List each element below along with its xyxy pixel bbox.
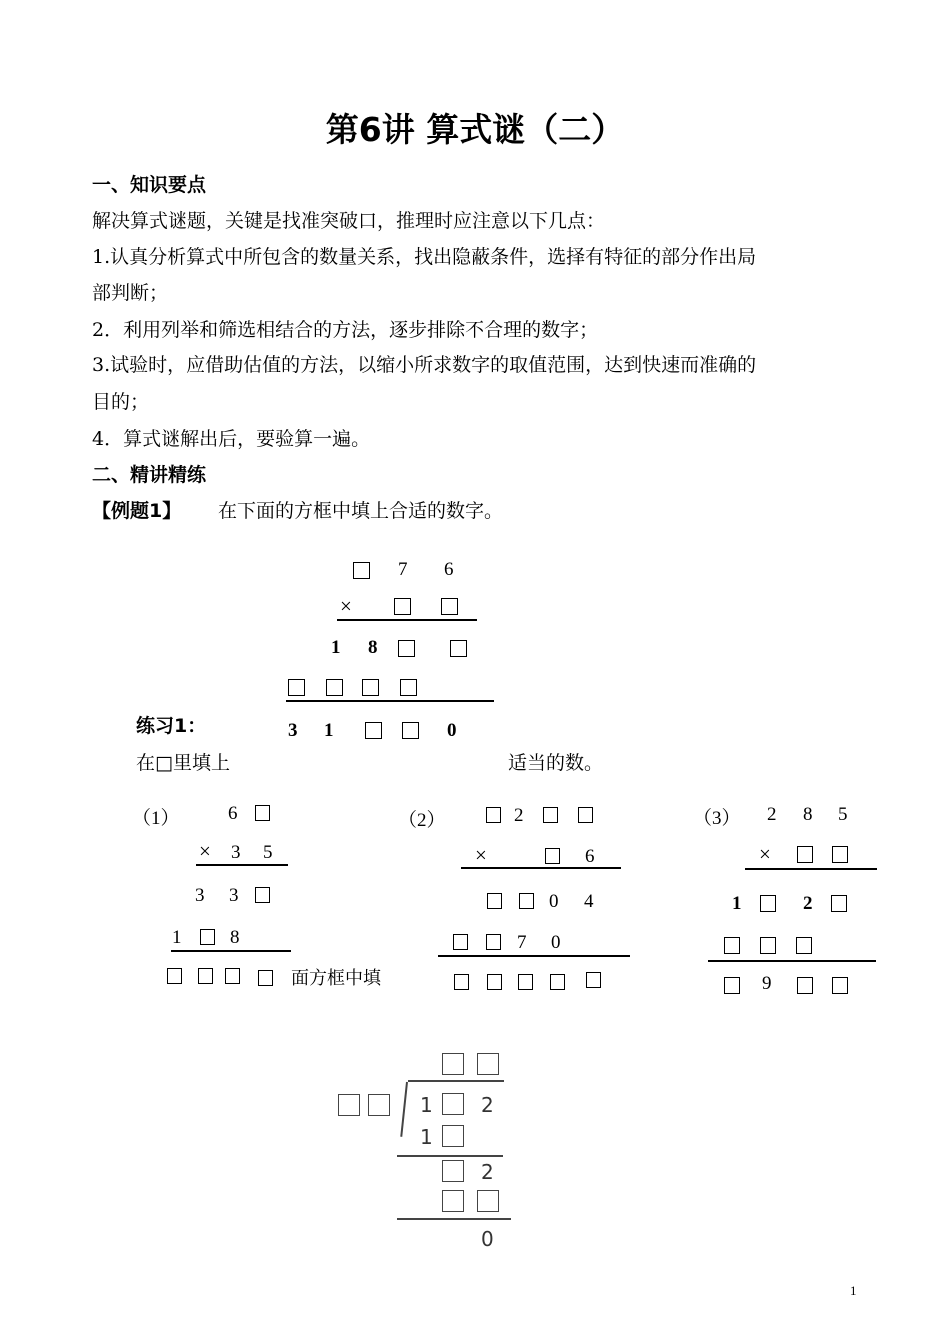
blank-box[interactable] [441,598,458,615]
digit: 0 [549,891,559,912]
blank-box[interactable] [402,722,419,739]
digit: 1 [420,1125,433,1149]
sum-line [286,700,494,702]
practice-1-label: 练习1： [136,715,207,737]
division-bar [408,1080,504,1082]
page-title: 第6讲 算式谜（二） [325,110,625,149]
blank-box[interactable] [543,807,558,823]
blank-box[interactable] [586,972,601,988]
sum-line [171,950,291,952]
times-sign: × [340,594,352,618]
blank-box[interactable] [831,895,847,912]
times-sign: × [475,843,487,867]
division-bracket [400,1082,407,1137]
sum-line [708,960,876,962]
blank-box[interactable] [198,968,213,984]
digit: 3 [288,720,298,741]
blank-box[interactable] [486,807,501,823]
page-number: 1 [850,1283,857,1298]
blank-box[interactable] [288,679,305,696]
blank-box[interactable] [832,846,848,863]
blank-box[interactable] [225,968,240,984]
blank-box[interactable] [442,1190,464,1212]
digit: 1 [732,893,742,914]
digit: 3 [195,885,205,906]
digit: 7 [398,559,408,580]
overlay-text: 面方框中填 [291,968,381,989]
product-line [745,868,877,870]
blank-box[interactable] [486,934,501,950]
blank-box[interactable] [167,968,182,984]
blank-box[interactable] [338,1094,360,1116]
digit: 1 [172,927,182,948]
section-heading-knowledge: 一、知识要点 [92,174,207,196]
point-3-line-2: 目的； [92,391,150,413]
blank-box[interactable] [442,1053,464,1075]
digit: 0 [481,1227,494,1251]
blank-box[interactable] [326,679,343,696]
blank-box[interactable] [442,1125,464,1147]
practice-1-text-right: 适当的数。 [508,752,604,774]
digit: 2 [514,805,524,826]
point-1-line-2: 部判断； [92,282,169,304]
digit: 5 [838,804,848,825]
product-line [461,867,621,869]
problem-1-label: （1） [132,808,180,829]
blank-box[interactable] [760,937,776,954]
digit: 8 [230,927,240,948]
point-2: 2．利用列举和筛选相结合的方法，逐步排除不合理的数字； [92,319,599,341]
digit: 4 [584,891,594,912]
problem-3-label: （3） [693,808,741,829]
blank-box[interactable] [394,598,411,615]
digit: 0 [447,720,457,741]
blank-box[interactable] [368,1094,390,1116]
blank-box[interactable] [487,893,502,909]
blank-box[interactable] [353,562,370,579]
intro-text: 解决算式谜题，关键是找准突破口，推理时应注意以下几点： [92,210,606,232]
blank-box[interactable] [487,974,502,990]
blank-box[interactable] [365,722,382,739]
times-sign: × [199,839,211,863]
blank-box[interactable] [724,977,740,994]
digit: 1 [324,720,334,741]
blank-box[interactable] [255,887,270,903]
digit: 5 [263,842,273,863]
blank-box[interactable] [454,974,469,990]
blank-box[interactable] [760,895,776,912]
blank-box[interactable] [518,974,533,990]
practice-1-text-left: 在□里填上 [136,752,230,774]
point-4: 4．算式谜解出后，要验算一遍。 [92,428,371,450]
blank-box[interactable] [255,805,270,821]
point-1-line-1: 1.认真分析算式中所包含的数量关系，找出隐蔽条件，选择有特征的部分作出局 [92,246,757,268]
blank-box[interactable] [796,937,812,954]
digit: 3 [229,885,239,906]
digit: 1 [331,637,341,658]
subtraction-line [397,1218,511,1220]
blank-box[interactable] [453,934,468,950]
blank-box[interactable] [398,640,415,657]
subtraction-line [397,1155,503,1157]
digit: 1 [420,1093,433,1117]
blank-box[interactable] [578,807,593,823]
section-heading-practice: 二、精讲精练 [92,464,207,486]
example-1-label: 【例题1】 [92,500,182,522]
blank-box[interactable] [400,679,417,696]
blank-box[interactable] [442,1093,464,1115]
digit: 2 [481,1160,494,1184]
blank-box[interactable] [477,1190,499,1212]
product-line [337,619,477,621]
digit: 0 [551,932,561,953]
digit: 6 [228,803,238,824]
digit: 2 [803,893,813,914]
problem-2-label: （2） [398,810,446,831]
digit: 6 [444,559,454,580]
blank-box[interactable] [519,893,534,909]
blank-box[interactable] [200,929,215,945]
blank-box[interactable] [362,679,379,696]
digit: 8 [368,637,378,658]
sum-line [438,955,630,957]
digit: 2 [767,804,777,825]
digit: 8 [803,804,813,825]
times-sign: × [759,842,771,866]
blank-box[interactable] [550,974,565,990]
blank-box[interactable] [832,977,848,994]
product-line [196,864,288,866]
digit: 6 [585,846,595,867]
blank-box[interactable] [545,848,560,864]
digit: 9 [762,973,772,994]
digit: 2 [481,1093,494,1117]
blank-box[interactable] [724,937,740,954]
example-1-text: 在下面的方框中填上合适的数字。 [218,500,504,522]
point-3-line-1: 3.试验时，应借助估值的方法，以缩小所求数字的取值范围，达到快速而准确的 [92,354,757,376]
blank-box[interactable] [797,846,813,863]
blank-box[interactable] [797,977,813,994]
blank-box[interactable] [442,1160,464,1182]
blank-box[interactable] [477,1053,499,1075]
blank-box[interactable] [258,970,273,986]
digit: 3 [231,842,241,863]
digit: 7 [517,932,527,953]
blank-box[interactable] [450,640,467,657]
